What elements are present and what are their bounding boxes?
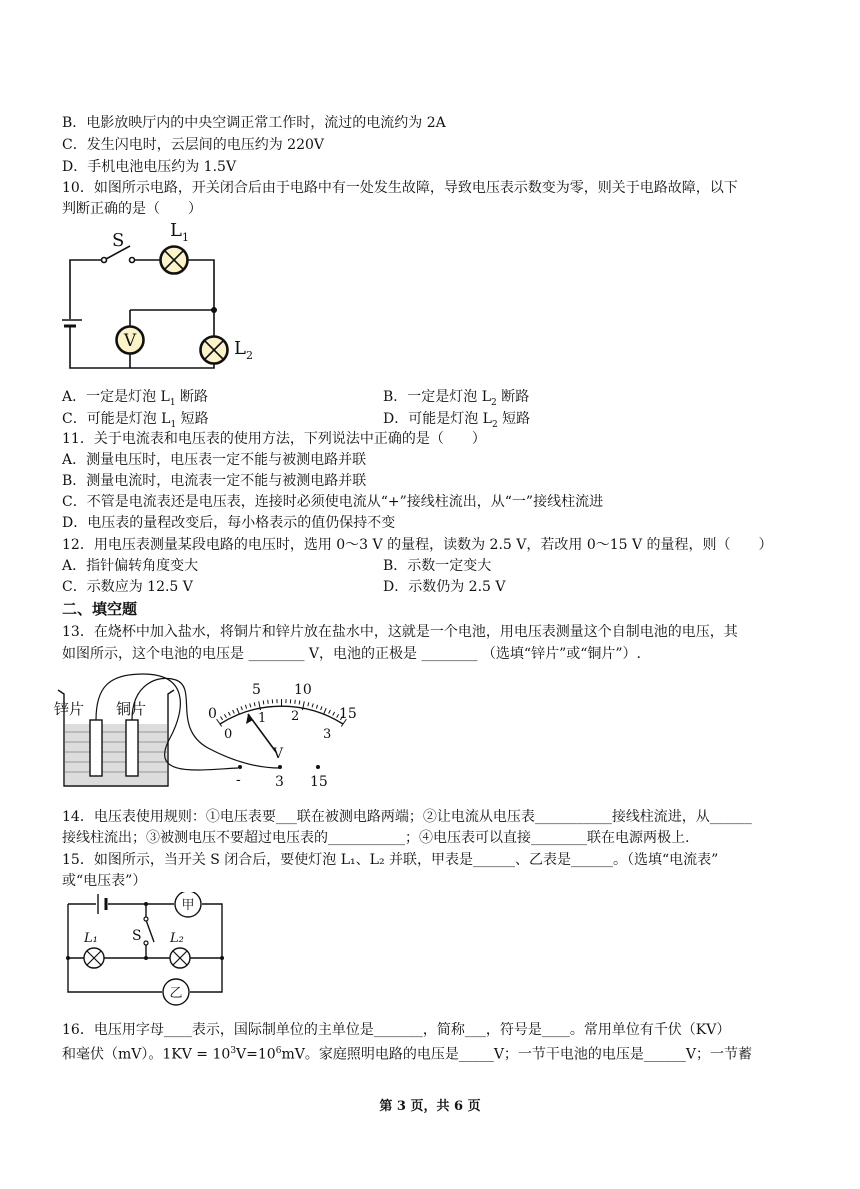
q15-lamp2-label: L₂ (170, 931, 184, 946)
q12-option-d: D．示数仍为 2.5 V (383, 579, 506, 595)
q9-option-d: D．手机电池电压约为 1.5V (62, 159, 237, 175)
q10-circuit-diagram (62, 222, 282, 382)
outer-tick-5: 5 (252, 682, 261, 698)
dial-tick (321, 706, 322, 710)
q10-option-d: D．可能是灯泡 $L_2$ 短路 (383, 411, 531, 430)
terminal-15: 15 (310, 774, 328, 790)
dial-tick (295, 700, 296, 704)
dial-tick (316, 705, 317, 709)
saltwater (65, 724, 167, 785)
q12-option-b: B．示数一定变大 (383, 558, 492, 574)
q10-option-b: B．一定是灯泡 $L_2$ 断路 (383, 389, 530, 408)
q13-unit-label: V (273, 746, 284, 762)
outer-tick-0: 0 (208, 706, 217, 722)
q10-switch-label: S (112, 230, 125, 251)
dial-tick (241, 706, 242, 710)
q10-option-a: A．一定是灯泡 $L_1$ 断路 (62, 389, 209, 408)
dial-tick (233, 710, 235, 714)
dial-tick (250, 704, 251, 708)
dial-tick (237, 708, 240, 714)
q13-stem-line2: 如图所示，这个电池的电压是 ________ V，电池的正极是 ________ （选填“锌片”或“铜片”）. (62, 646, 641, 662)
dial-tick (245, 705, 246, 709)
q10-voltmeter-label: V (123, 331, 137, 351)
dial-tick (224, 714, 226, 717)
zinc-plate (90, 720, 102, 776)
q15-switch-label: S (132, 928, 142, 944)
q11-option-b: B．测量电流时，电流表一定不能与被测电路并联 (62, 473, 367, 489)
q10-stem-line1: 10．如图所示电路，开关闭合后由于电路中有一处发生故障，导致电压表示数变为零，则关于电路故障，以下 (62, 180, 738, 196)
dial-tick (263, 701, 264, 705)
q10-stem-line2: 判断正确的是（ ） (62, 201, 202, 217)
q11-option-a: A．测量电压时，电压表一定不能与被测电路并联 (62, 452, 367, 468)
q14-line2: 接线柱流出；③被测电压不要超过电压表的___________；④电压表可以直接________联在电源两极上. (62, 830, 690, 846)
copper-plate (126, 720, 138, 776)
page-footer: 第 3 页，共 6 页 (379, 1099, 481, 1114)
q16-line2: 和毫伏（mV）。$1KV = 10^3V=10^6mV$。家庭照明电路的电压是_____V；一节干电池的电压是______V；一节蓄 (62, 1046, 753, 1063)
q13-stem-line1: 13．在烧杯中加入盐水，将铜片和锌片放在盐水中，这就是一个电池，用电压表测量这个自制电池的电压，其 (62, 624, 738, 640)
dial-tick (268, 700, 269, 704)
inner-tick-1: 1 (258, 711, 267, 726)
junction-dot (211, 307, 217, 313)
dial-tick (308, 702, 309, 706)
dial-tick (221, 717, 223, 720)
q11-stem: 11．关于电流表和电压表的使用方法，下列说法中正确的是（ ） (62, 431, 486, 447)
q9-option-c: C．发生闪电时，云层间的电压约为 220V (62, 137, 324, 153)
q15-circuit-diagram (62, 892, 232, 1010)
q9-option-b: B．电影放映厅内的中央空调正常工作时，流过的电流约为 2A (62, 115, 446, 131)
dial-tick (312, 704, 313, 708)
q13-zinc-label: 锌片 (54, 700, 85, 718)
q15-line1: 15．如图所示，当开关 S 闭合后，要使灯泡 L₁、L₂ 并联，甲表是______、乙表是______。（选填“电流表” (62, 852, 719, 868)
dial-tick (254, 702, 255, 706)
dial-tick (329, 710, 331, 714)
q12-option-c: C．示数应为 12.5 V (62, 579, 193, 595)
inner-tick-3: 3 (323, 727, 332, 742)
meter-yi-label: 乙 (169, 986, 183, 1001)
q14-line1: 14．电压表使用规则：①电压表要___联在被测电路两端；②让电流从电压表___________接线柱流进，从______ (62, 809, 752, 825)
dial-tick (299, 701, 300, 705)
dial-tick (324, 708, 327, 714)
q16-line1: 16．电压用字母____表示，国际制单位的主单位是_______，简称___，符号是____。常用单位有千伏（KV） (62, 1022, 731, 1038)
q13-copper-label: 铜片 (116, 700, 147, 718)
q11-option-d: D．电压表的量程改变后，每小格表示的值仍保持不变 (62, 515, 396, 531)
q15-lamp1-label: L₁ (84, 931, 98, 946)
q13-battery-voltmeter-figure (48, 668, 368, 796)
section-title-fill-in: 二、填空题 (62, 600, 138, 618)
q12-option-a: A．指针偏转角度变大 (62, 558, 199, 574)
q10-lamp2-label: $L_2$ (234, 338, 253, 362)
outer-tick-15: 15 (339, 706, 357, 722)
q12-stem: 12．用电压表测量某段电路的电压时，选用 0～3 V 的量程，读数为 2.5 V，若改用 0～15 V 的量程，则（ ） (62, 537, 773, 553)
outer-tick-10: 10 (294, 682, 312, 698)
inner-tick-0: 0 (224, 727, 233, 742)
q11-option-c: C．不管是电流表还是电压表，连接时必须使电流从“+”接线柱流出，从“一”接线柱流进 (62, 494, 604, 510)
dial-tick (333, 712, 335, 716)
dial-tick (228, 712, 230, 716)
q10-option-c: C．可能是灯泡 $L_1$ 短路 (62, 411, 209, 430)
terminal-minus: - (236, 772, 241, 788)
q10-lamp1-label: $L_1$ (170, 222, 189, 244)
q15-line2: 或“电压表”） (62, 873, 147, 889)
meter-jia-label: 甲 (181, 898, 195, 913)
inner-tick-2: 2 (291, 709, 300, 724)
terminal-3: 3 (275, 774, 284, 790)
